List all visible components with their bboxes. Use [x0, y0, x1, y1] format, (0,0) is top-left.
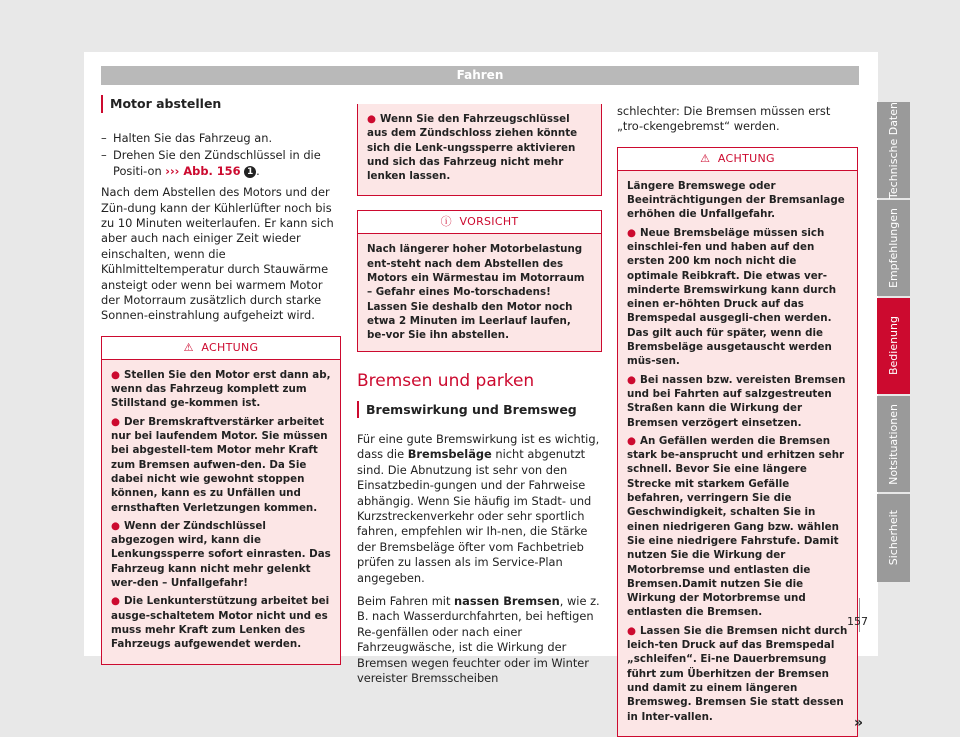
warning-box-2 — [617, 147, 863, 737]
tab-sicherheit[interactable]: Sicherheit — [877, 494, 910, 582]
caution-box — [357, 210, 602, 351]
tab-empfehlungen[interactable]: Empfehlungen — [877, 200, 910, 296]
paragraph-continued: schlechter: Die Bremsen müssen erst „tro-ckengebremst“ werden. — [617, 104, 831, 134]
caution-header: ⓘ VORSICHT — [358, 211, 601, 234]
warning-body — [618, 171, 857, 736]
warning-triangle-icon: ⚠ — [700, 151, 711, 165]
figure-link[interactable]: ››› Abb. 156 — [165, 163, 241, 178]
bullet-icon: ● — [627, 226, 636, 239]
column-2 — [357, 104, 602, 694]
warning-header: ⚠ ACHTUNG — [618, 148, 857, 171]
tab-technische-daten[interactable]: Technische Daten — [877, 102, 910, 198]
steps-list — [101, 131, 341, 179]
warning-body-continued — [358, 104, 601, 195]
bullet-icon: ● — [627, 624, 636, 637]
warning-intro: Längere Bremswege oder Beeinträchtigungen der Bremsanlage erhöhen die Unfallgefahr. — [627, 179, 845, 221]
bullet-icon: ● — [111, 368, 120, 381]
continue-arrow-icon: » — [853, 715, 863, 732]
caution-body: Nach längerer hoher Motorbelastung ent-steht nach dem Abstellen des Motors ein Wärmestau im Motorraum – Gefahr eines Mo-torschadens! Lassen Sie deshalb den Motor noch etwa 2 Minuten im Leerlauf laufen, be-vor Sie ihn abstellen. — [358, 234, 601, 350]
tab-bedienung[interactable]: Bedienung — [877, 298, 910, 394]
bullet-icon: ● — [111, 519, 120, 532]
warning-item: ● Die Lenkunterstützung arbeitet bei ausge-schaltetem Motor nicht und es muss mehr Kraft zum Lenken des Fahrzeugs aufgewendet werden. — [111, 595, 330, 651]
warning-body — [102, 360, 340, 664]
warning-box-1 — [101, 336, 341, 665]
page-number: 157 — [847, 615, 868, 628]
info-circle-icon: ⓘ — [440, 215, 452, 229]
section-title-motor: Motor abstellen — [101, 95, 341, 113]
warning-header: ⚠ ACHTUNG — [102, 337, 340, 360]
callout-number: 1 — [244, 166, 256, 178]
step-1: – Halten Sie das Fahrzeug an. — [101, 131, 341, 146]
warning-triangle-icon: ⚠ — [183, 340, 194, 354]
bullet-icon: ● — [367, 113, 376, 125]
column-3 — [617, 104, 863, 737]
warning-box-continued — [357, 104, 602, 196]
warning-item: ● Stellen Sie den Motor erst dann ab, wenn das Fahrzeug komplett zum Stillstand ge-kommen ist. — [111, 368, 331, 410]
warning-item: ● Lassen Sie die Bremsen nicht durch leich-ten Druck auf das Bremspedal „schleifen“. Ei-ne Dauerbremsung führt zum Überhitzen der Bremsen und damit zu einem längeren Bremsweg. Bremsen Sie statt dessen in Inter-vallen. — [627, 624, 848, 723]
section-title-brake: Bremswirkung und Bremsweg — [357, 401, 602, 418]
warning-item: ● Wenn Sie den Fahrzeugschlüssel aus dem Zündschloss ziehen könnte sich die Lenk-ungssperre aktivieren und sich das Fahrzeug nicht mehr lenken lassen. — [367, 113, 578, 183]
bullet-icon: ● — [627, 434, 636, 447]
bullet-icon: ● — [111, 595, 120, 608]
paragraph-fan: Nach dem Abstellen des Motors und der Zün-dung kann der Kühlerlüfter noch bis zu 10 Minuten weiterlaufen. Er kann sich aber auch nach einiger Zeit wieder einschalten, wenn die Kühlmitteltemperatur durch Stauwärme ansteigt oder wenn bei warmem Motor der Motorraum zusätzlich durch starke Sonnen-einstrahlung aufgeheizt wird. — [101, 185, 334, 323]
paragraph-wet-brakes: Beim Fahren mit nassen Bremsen, wie z. B. nach Wasserdurchfahrten, bei heftigen Re-genfällen oder nach einer Fahrzeugwäsche, ist die Wirkung der Bremsen wegen feuchter oder im Winter vereister Bremsscheiben — [357, 594, 600, 686]
warning-item: ● Bei nassen bzw. vereisten Bremsen und bei Fahrten auf salzgestreuten Straßen kann die Wirkung der Bremsen verzögert einsetzen. — [627, 373, 846, 429]
warning-item: ● Wenn der Zündschlüssel abgezogen wird, kann die Lenkungssperre sofort einrasten. Das Fahrzeug kann nicht mehr gelenkt wer-den – Unfallgefahr! — [111, 519, 331, 590]
chapter-title: Bremsen und parken — [357, 370, 535, 391]
warning-item: ● Neue Bremsbeläge müssen sich einschlei-fen und haben auf den ersten 200 km noch nicht die optimale Reibkraft. Die etwas ver-minderte Bremswirkung kann durch einen er-höhten Druck auf das Bremspedal ausgegli-chen werden. Das gilt auch für später, wenn die Bremsbeläge ausgetauscht werden müs-sen. — [627, 226, 837, 368]
tab-notsituationen[interactable]: Notsituationen — [877, 396, 910, 492]
bullet-icon: ● — [111, 415, 120, 428]
paragraph-brake-pads: Für eine gute Bremswirkung ist es wichtig, dass die Bremsbeläge nicht abgenutzt sind. Die Abnutzung ist sehr von den Einsatzbedin-gungen und der Fahrweise abhängig. Wenn Sie häufig im Stadt- und Kurzstreckenverkehr oder sehr sportlich fahren, empfehlen wir Ih-nen, die Stärke der Bremsbeläge öfter vom Fachbetrieb prüfen zu lassen als im Service-Plan angegeben. — [357, 431, 600, 585]
warning-item: ● An Gefällen werden die Bremsen stark be-ansprucht und erhitzen sehr schnell. Bevor Sie eine längere Strecke mit starkem Gefälle befahren, verringern Sie die Geschwindigkeit, schalten Sie in einen niedrigeren Gang bzw. wählen Sie eine niedrigere Fahrstufe. Damit nutzen Sie die Wirkung der Motorbremse und entlasten die Bremsen.Damit nutzen Sie die Wirkung der Motorbremse und entlasten die Bremsen. — [627, 434, 845, 619]
page-header: Fahren — [101, 66, 859, 85]
step-2: – Drehen Sie den Zündschlüssel in die Positi-on ››› Abb. 156 1 . — [101, 148, 341, 179]
column-1 — [101, 95, 341, 665]
bullet-icon: ● — [627, 373, 636, 386]
warning-item: ● Der Bremskraftverstärker arbeitet nur bei laufendem Motor. Sie müssen bei abgestell-tem Motor mehr Kraft zum Bremsen aufwen-den. Da Sie dabei nicht wie gewohnt stoppen können, kann es zu Unfällen und ernsthaften Verletzungen kommen. — [111, 415, 328, 514]
